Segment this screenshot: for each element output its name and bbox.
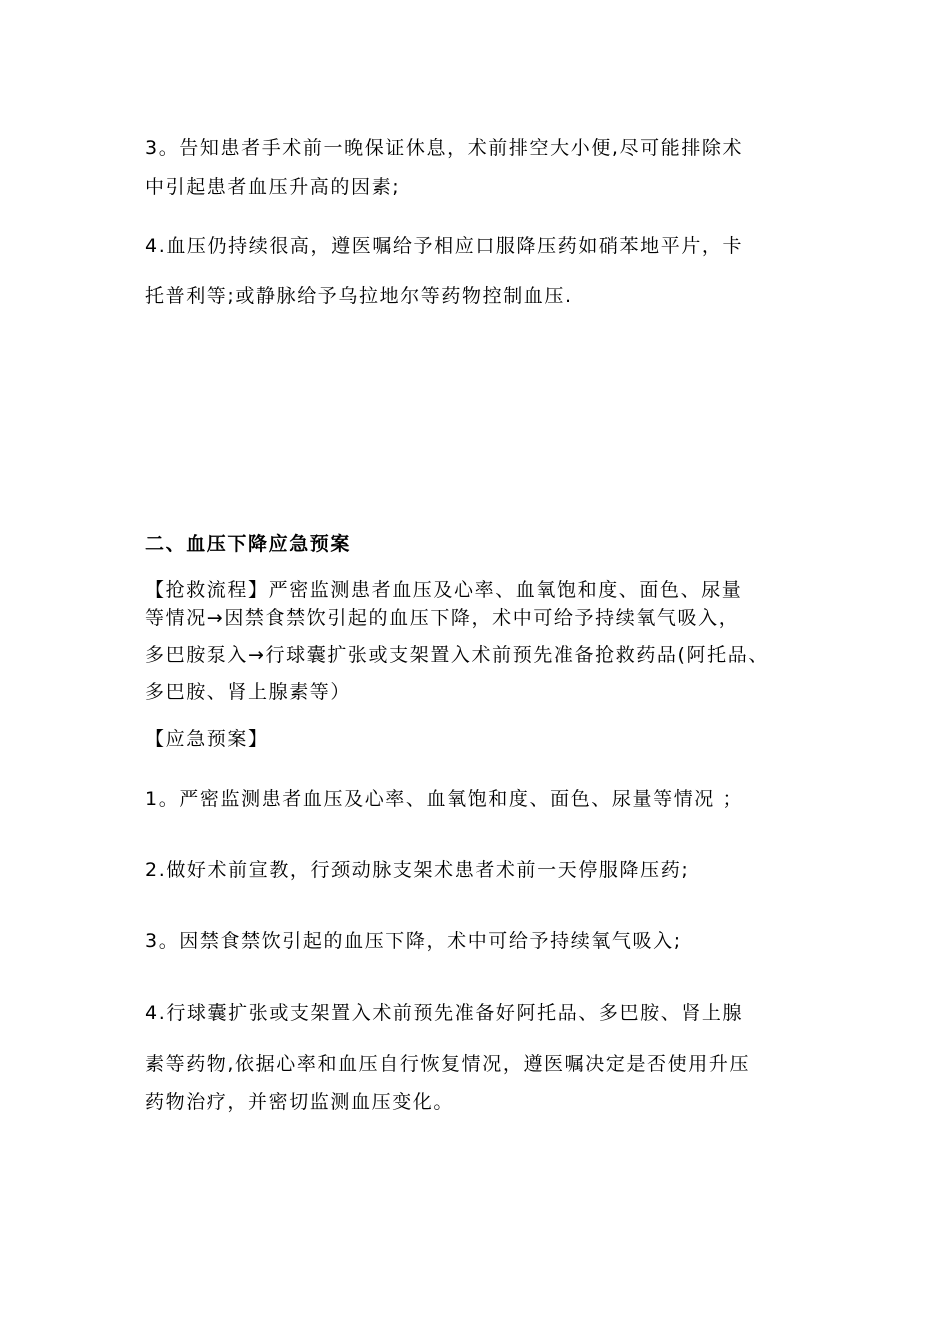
rescue-process-line3: 多巴胺泵入→行球囊扩张或支架置入术前预先准备抢救药品(阿托品、 [145, 644, 769, 666]
rescue-process-line2: 等情况→因禁食禁饮引起的血压下降，术中可给予持续氧气吸入， [145, 607, 740, 629]
plan-item-1: 1。严密监测患者血压及心率、血氧饱和度、面色、尿量等情况 ； [145, 788, 744, 810]
rescue-process-line1: 【抢救流程】严密监测患者血压及心率、血氧饱和度、面色、尿量 [145, 579, 743, 601]
plan-item-4-line3: 药物治疗，并密切监测血压变化。 [145, 1091, 455, 1113]
rescue-process-line4: 多巴胺、肾上腺素等） [145, 681, 352, 703]
plan-item-2: 2.做好术前宣教，行颈动脉支架术患者术前一天停服降压药; [145, 859, 690, 881]
plan-item-4-line1: 4.行球囊扩张或支架置入术前预先准备好阿托品、多巴胺、肾上腺 [145, 1002, 744, 1024]
item4-line2: 托普利等;或静脉给予乌拉地尔等药物控制血压. [145, 285, 573, 307]
item3-line2: 中引起患者血压升高的因素; [145, 176, 401, 198]
item4-line1: 4.血压仍持续很高，遵医嘱给予相应口服降压药如硝苯地平片，卡 [145, 235, 744, 257]
plan-item-4-line2: 素等药物,依据心率和血压自行恢复情况，遵医嘱决定是否使用升压 [145, 1053, 751, 1075]
emergency-plan-label: 【应急预案】 [145, 728, 269, 750]
item3-line1: 3。告知患者手术前一晚保证休息，术前排空大小便,尽可能排除术 [145, 137, 744, 159]
section-heading: 二、血压下降应急预案 [145, 533, 352, 555]
plan-item-3: 3。因禁食禁饮引起的血压下降，术中可给予持续氧气吸入; [145, 930, 682, 952]
